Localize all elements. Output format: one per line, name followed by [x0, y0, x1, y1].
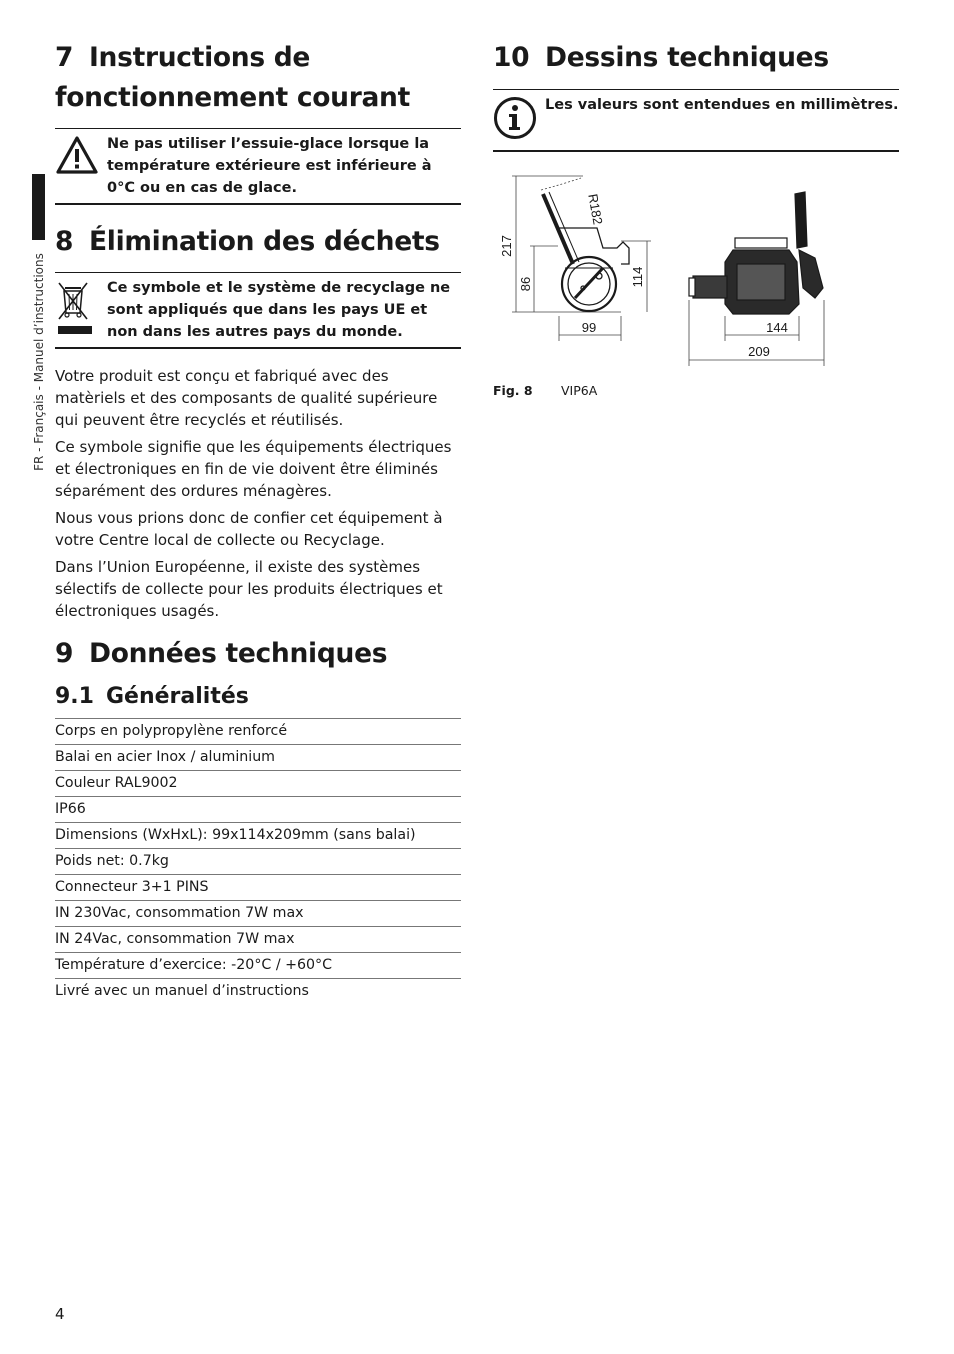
section-10-title: Dessins techniques — [545, 42, 829, 73]
figure-caption-text: VIP6A — [560, 383, 598, 398]
page-number: 4 — [55, 1305, 65, 1323]
table-row — [55, 771, 461, 797]
section-7-number: 7 — [55, 42, 74, 73]
info-box — [493, 89, 899, 152]
section-9-1-number: 9.1 — [55, 684, 94, 709]
table-row — [55, 797, 461, 823]
right-column — [493, 38, 899, 398]
table-row — [55, 953, 461, 979]
left-column — [55, 38, 461, 1004]
section-7-title-line2: fonctionnement courant — [55, 82, 410, 113]
paragraph: Votre produit est conçu et fabriqué avec des matèriels et des composants de qualité supérieure qui peuvent être recyclés et réutilisés. — [55, 367, 438, 429]
dim-114: 114 — [630, 266, 645, 288]
warning-text: Ne pas utiliser l’essuie-glace lorsque la température extérieure est inférieure à 0°C ou en cas de glace. — [107, 136, 432, 196]
paragraph: Ce symbole signifie que les équipements électriques et électroniques en fin de vie doivent être éliminés séparément des ordures ménagères. — [55, 438, 452, 500]
spec-cell: Livré avec un manuel d’instructions — [55, 979, 461, 1005]
section-7-heading-cont — [55, 78, 461, 118]
section-9-title: Données techniques — [89, 638, 388, 669]
dim-99: 99 — [581, 320, 597, 335]
table-row — [55, 927, 461, 953]
side-tab-marker — [32, 174, 45, 240]
warning-box — [55, 128, 461, 205]
recycle-notice-box — [55, 272, 461, 349]
recycle-notice-text: Ce symbole et le système de recyclage ne sont appliqués que dans les pays UE et non dans les autres pays du monde. — [107, 280, 451, 340]
figure-caption — [493, 383, 597, 398]
technical-drawing — [493, 166, 899, 376]
table-row — [55, 875, 461, 901]
table-row — [55, 979, 461, 1005]
spec-table — [55, 718, 461, 1004]
spec-cell: Balai en acier Inox / aluminium — [55, 745, 461, 771]
section-9 — [55, 634, 461, 1004]
dim-r182: R182 — [585, 192, 606, 226]
table-row — [55, 901, 461, 927]
spec-cell: IN 230Vac, consommation 7W max — [55, 901, 461, 927]
section-10-number: 10 — [493, 42, 530, 73]
side-label: FR - Français - Manuel d’instructions — [32, 253, 46, 471]
table-row — [55, 849, 461, 875]
section-7-title-line1: Instructions de — [89, 42, 311, 73]
spec-cell: Dimensions (WxHxL): 99x114x209mm (sans balai) — [55, 823, 461, 849]
section-8 — [55, 222, 461, 622]
section-8-heading — [55, 222, 461, 262]
table-row — [55, 823, 461, 849]
paragraph: Dans l’Union Européenne, il existe des systèmes sélectifs de collecte pour les produits électriques et électroniques usagés. — [55, 558, 443, 620]
dim-217: 217 — [499, 235, 514, 257]
section-9-heading — [55, 634, 461, 674]
dim-86: 86 — [518, 276, 533, 292]
section-8-title: Élimination des déchets — [89, 226, 440, 257]
warning-triangle-icon — [55, 133, 107, 175]
spec-cell: IP66 — [55, 797, 461, 823]
spec-cell: Couleur RAL9002 — [55, 771, 461, 797]
spec-cell: Connecteur 3+1 PINS — [55, 875, 461, 901]
crossed-out-bin-icon — [55, 277, 107, 337]
section-9-number: 9 — [55, 638, 74, 669]
figure-label: Fig. 8 — [493, 383, 533, 398]
info-circle-icon — [493, 94, 545, 140]
section-8-number: 8 — [55, 226, 74, 257]
spec-cell: Corps en polypropylène renforcé — [55, 719, 461, 745]
section-10-heading — [493, 38, 899, 78]
section-7-heading — [55, 38, 461, 78]
info-text: Les valeurs sont entendues en millimètres. — [545, 97, 899, 113]
paragraph: Nous vous prions donc de confier cet équipement à votre Centre local de collecte ou Recyclage. — [55, 509, 443, 549]
section-9-1-title: Généralités — [106, 684, 249, 709]
dim-144: 144 — [766, 320, 788, 335]
table-row — [55, 745, 461, 771]
section-9-1-heading — [55, 682, 461, 712]
table-row — [55, 719, 461, 745]
spec-cell: IN 24Vac, consommation 7W max — [55, 927, 461, 953]
section-7 — [55, 38, 461, 205]
spec-cell: Poids net: 0.7kg — [55, 849, 461, 875]
spec-cell: Température d’exercice: -20°C / +60°C — [55, 953, 461, 979]
dim-209: 209 — [748, 344, 770, 359]
